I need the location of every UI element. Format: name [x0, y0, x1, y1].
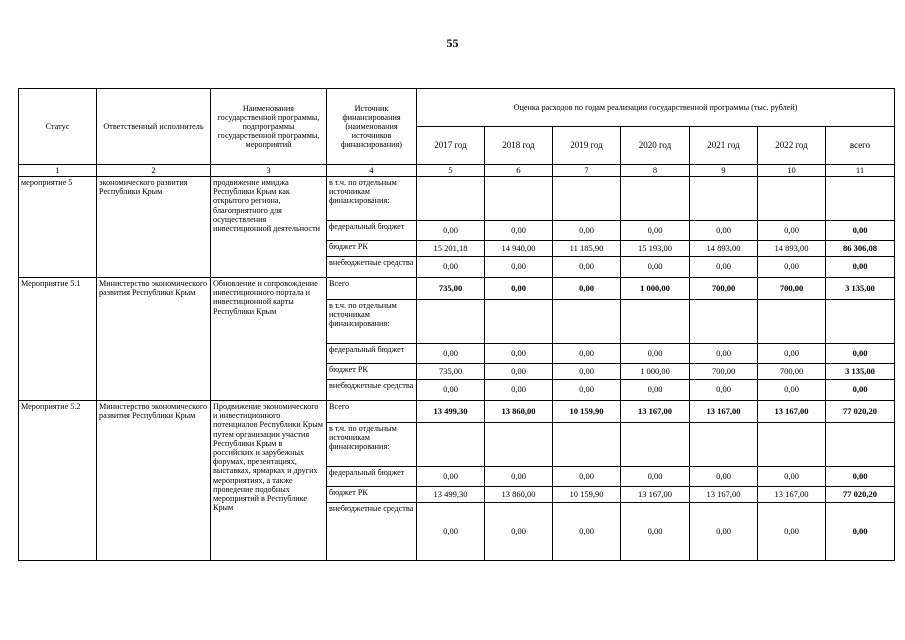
column-number: 1 — [19, 165, 97, 177]
header-estimate: Оценка расходов по годам реализации государственной программы (тыс. рублей) — [417, 89, 895, 127]
column-number: 11 — [826, 165, 895, 177]
value-cell: 0,00 — [690, 467, 758, 487]
table-row — [19, 401, 895, 423]
value-cell: 0,00 — [417, 344, 485, 364]
column-number: 8 — [621, 165, 690, 177]
value-cell — [417, 300, 485, 344]
value-cell: 0,00 — [485, 380, 553, 401]
value-cell: 0,00 — [485, 364, 553, 380]
value-cell — [758, 423, 826, 467]
value-cell: 15 193,00 — [621, 241, 690, 257]
value-cell: 0,00 — [485, 467, 553, 487]
value-cell: 700,00 — [690, 278, 758, 300]
value-cell: 0,00 — [621, 344, 690, 364]
value-cell: 0,00 — [758, 503, 826, 561]
value-total: 0,00 — [826, 467, 895, 487]
value-total: 77 020,20 — [826, 487, 895, 503]
value-cell: 0,00 — [690, 503, 758, 561]
value-cell: 13 860,00 — [485, 401, 553, 423]
funding-source: внебюджетные средства — [327, 380, 417, 401]
value-cell — [758, 177, 826, 221]
block-name: Обновление и сопровождение инвестиционного портала и инвестиционной карты Республики Крым — [211, 278, 327, 401]
value-cell: 0,00 — [758, 221, 826, 241]
column-number: 5 — [417, 165, 485, 177]
funding-source: федеральный бюджет — [327, 221, 417, 241]
value-cell: 0,00 — [417, 503, 485, 561]
value-cell: 13 167,00 — [690, 487, 758, 503]
value-cell: 0,00 — [485, 503, 553, 561]
header-name: Наименования государственной программы, подпрограммы государственной программы, мероприятий — [211, 89, 327, 165]
value-cell — [485, 423, 553, 467]
value-cell: 13 499,30 — [417, 401, 485, 423]
funding-source: бюджет РК — [327, 487, 417, 503]
value-cell: 0,00 — [690, 344, 758, 364]
value-cell — [758, 300, 826, 344]
value-cell: 0,00 — [485, 221, 553, 241]
block-executor: Министерство экономического развития Республики Крым — [97, 278, 211, 401]
header-year: 2017 год — [417, 127, 485, 165]
funding-source: Всего — [327, 401, 417, 423]
funding-source: внебюджетные средства — [327, 257, 417, 278]
header-status: Статус — [19, 89, 97, 165]
value-cell: 0,00 — [553, 257, 621, 278]
block-status: Мероприятие 5.1 — [19, 278, 97, 401]
value-cell: 0,00 — [553, 344, 621, 364]
value-cell: 13 167,00 — [758, 487, 826, 503]
value-cell: 0,00 — [621, 257, 690, 278]
value-total — [826, 423, 895, 467]
value-total: 3 135,00 — [826, 364, 895, 380]
value-cell — [690, 177, 758, 221]
value-total: 0,00 — [826, 257, 895, 278]
column-number: 9 — [690, 165, 758, 177]
column-number: 10 — [758, 165, 826, 177]
value-cell: 11 185,90 — [553, 241, 621, 257]
value-total: 77 020,20 — [826, 401, 895, 423]
value-cell: 13 167,00 — [758, 401, 826, 423]
value-cell: 0,00 — [690, 380, 758, 401]
value-total: 0,00 — [826, 221, 895, 241]
value-cell: 735,00 — [417, 364, 485, 380]
table-row — [19, 278, 895, 300]
value-cell: 0,00 — [553, 380, 621, 401]
value-total: 0,00 — [826, 503, 895, 561]
value-cell — [621, 300, 690, 344]
value-cell — [690, 300, 758, 344]
funding-source: бюджет РК — [327, 364, 417, 380]
value-cell: 0,00 — [553, 364, 621, 380]
value-cell: 0,00 — [690, 257, 758, 278]
column-number: 4 — [327, 165, 417, 177]
value-cell — [553, 300, 621, 344]
value-cell — [485, 300, 553, 344]
block-status: мероприятие 5 — [19, 177, 97, 278]
header-year: всего — [826, 127, 895, 165]
expenditure-table — [18, 88, 895, 561]
block-status: Мероприятие 5.2 — [19, 401, 97, 561]
value-cell: 0,00 — [758, 344, 826, 364]
value-cell: 0,00 — [621, 467, 690, 487]
column-number: 3 — [211, 165, 327, 177]
value-cell — [417, 177, 485, 221]
value-cell — [621, 177, 690, 221]
value-cell — [485, 177, 553, 221]
value-cell: 13 860,00 — [485, 487, 553, 503]
value-total — [826, 300, 895, 344]
value-cell: 0,00 — [758, 257, 826, 278]
value-total: 0,00 — [826, 380, 895, 401]
funding-source: в т.ч. по отдельным источникам финансирования: — [327, 300, 417, 344]
header-source: Источник финансирования (наименования источников финансирования) — [327, 89, 417, 165]
value-cell: 0,00 — [417, 257, 485, 278]
value-cell: 10 159,90 — [553, 401, 621, 423]
funding-source: внебюджетные средства — [327, 503, 417, 561]
value-cell: 13 167,00 — [690, 401, 758, 423]
header-year: 2020 год — [621, 127, 690, 165]
value-cell: 14 893,00 — [758, 241, 826, 257]
value-total: 3 135,00 — [826, 278, 895, 300]
value-cell: 10 159,90 — [553, 487, 621, 503]
value-cell: 1 000,00 — [621, 364, 690, 380]
value-cell: 700,00 — [758, 278, 826, 300]
value-cell: 0,00 — [553, 503, 621, 561]
funding-source: в т.ч. по отдельным источникам финансирования: — [327, 423, 417, 467]
value-cell — [417, 423, 485, 467]
block-executor: Министерство экономического развития Республики Крым — [97, 401, 211, 561]
value-cell: 14 940,00 — [485, 241, 553, 257]
header-executor: Ответственный исполнитель — [97, 89, 211, 165]
value-cell: 13 167,00 — [621, 487, 690, 503]
value-cell: 0,00 — [553, 278, 621, 300]
column-number: 6 — [485, 165, 553, 177]
funding-source: в т.ч. по отдельным источникам финансирования: — [327, 177, 417, 221]
value-cell: 0,00 — [553, 221, 621, 241]
value-cell: 0,00 — [621, 380, 690, 401]
value-cell: 13 499,30 — [417, 487, 485, 503]
value-cell: 735,00 — [417, 278, 485, 300]
value-cell: 0,00 — [485, 257, 553, 278]
value-total — [826, 177, 895, 221]
funding-source: федеральный бюджет — [327, 467, 417, 487]
page-number: 55 — [446, 36, 459, 50]
value-cell: 0,00 — [621, 503, 690, 561]
value-cell: 15 201,18 — [417, 241, 485, 257]
value-cell: 700,00 — [758, 364, 826, 380]
block-name: Продвижение экономического и инвестиционного потенциалов Республики Крым путем организации участия Республики Крым в российских и зарубежных форумах, презентациях, выставках, ярмарках и других мероприятиях, а также проведение подобных мероприятий в Республике Крым — [211, 401, 327, 561]
value-cell: 1 000,00 — [621, 278, 690, 300]
value-cell: 0,00 — [417, 467, 485, 487]
value-cell — [553, 177, 621, 221]
value-cell — [690, 423, 758, 467]
funding-source: бюджет РК — [327, 241, 417, 257]
block-executor: экономического развития Республики Крым — [97, 177, 211, 278]
value-cell: 13 167,00 — [621, 401, 690, 423]
value-cell: 0,00 — [417, 380, 485, 401]
header-year: 2019 год — [553, 127, 621, 165]
value-cell: 0,00 — [485, 278, 553, 300]
value-cell: 0,00 — [690, 221, 758, 241]
value-cell: 0,00 — [553, 467, 621, 487]
value-cell — [553, 423, 621, 467]
header-year: 2018 год — [485, 127, 553, 165]
value-cell — [621, 423, 690, 467]
block-name: продвижение имиджа Республики Крым как открытого региона, благоприятного для осуществления инвестиционной деятельности — [211, 177, 327, 278]
value-cell: 700,00 — [690, 364, 758, 380]
funding-source: Всего — [327, 278, 417, 300]
value-cell: 0,00 — [621, 221, 690, 241]
funding-source: федеральный бюджет — [327, 344, 417, 364]
value-cell: 14 893,00 — [690, 241, 758, 257]
value-cell: 0,00 — [485, 344, 553, 364]
value-cell: 0,00 — [758, 380, 826, 401]
value-total: 86 306,08 — [826, 241, 895, 257]
header-year: 2021 год — [690, 127, 758, 165]
value-cell: 0,00 — [758, 467, 826, 487]
column-number: 2 — [97, 165, 211, 177]
table-row — [19, 177, 895, 221]
value-total: 0,00 — [826, 344, 895, 364]
column-number: 7 — [553, 165, 621, 177]
value-cell: 0,00 — [417, 221, 485, 241]
header-year: 2022 год — [758, 127, 826, 165]
